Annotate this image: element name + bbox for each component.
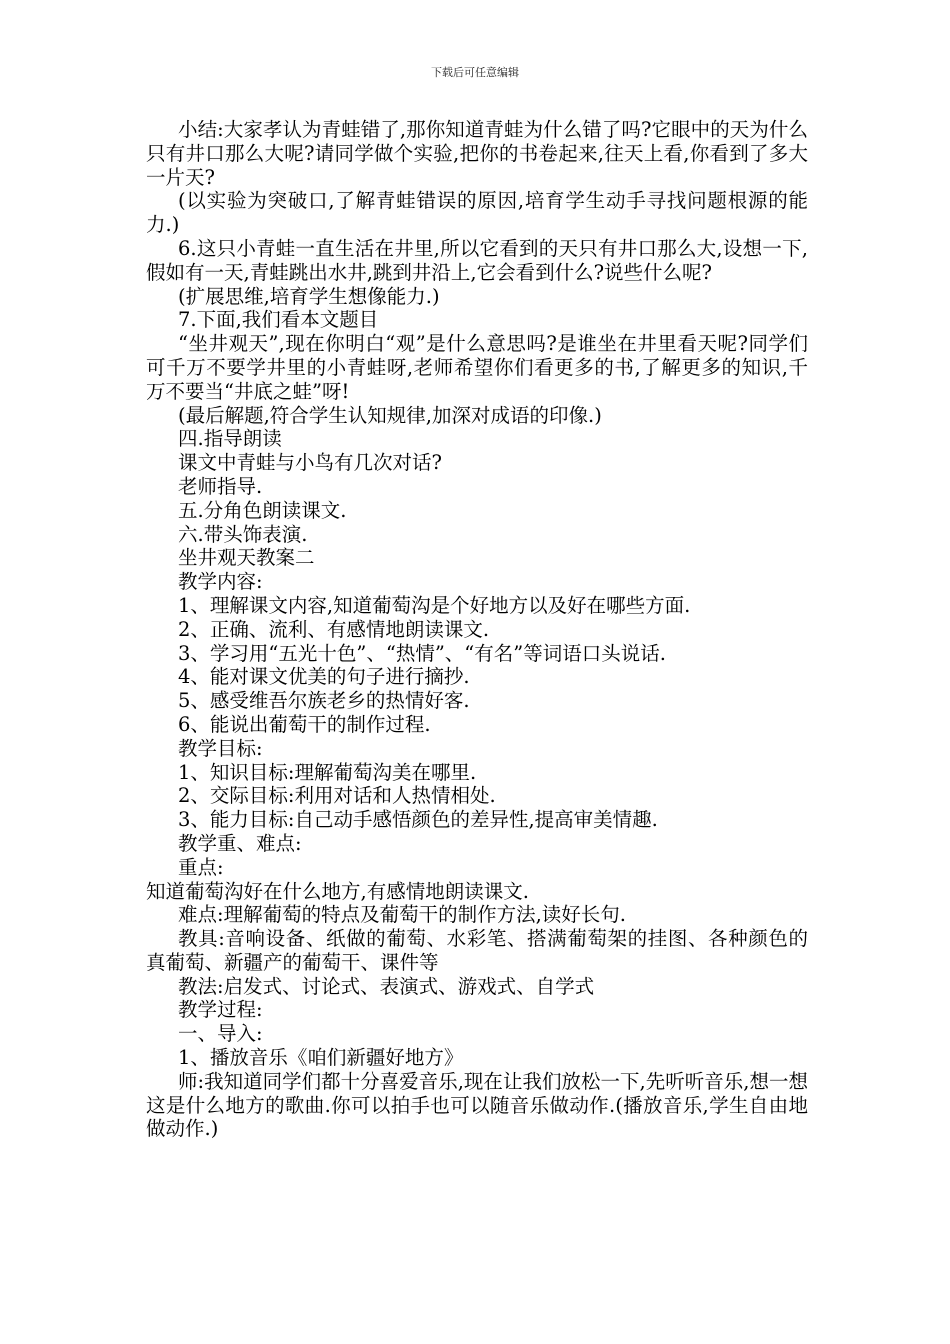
paragraph: 老师指导. — [178, 474, 263, 498]
list-item: 2、交际目标:利用对话和人热情相处. — [178, 784, 496, 808]
section-heading: 六.带头饰表演. — [178, 522, 308, 546]
paragraph: 知道葡萄沟好在什么地方,有感情地朗读课文. — [146, 879, 529, 903]
list-item: 2、正确、流利、有感情地朗读课文. — [178, 617, 490, 641]
section-heading: 五.分角色朗读课文. — [178, 498, 347, 522]
paragraph: 师:我知道同学们都十分喜爱音乐,现在让我们放松一下,先听听音乐,想一想这是什么地方的歌曲.你可以拍手也可以随音乐做动作.(播放音乐,学生自由地做动作.) — [146, 1069, 808, 1141]
section-heading: 教学目标: — [178, 736, 263, 760]
section-heading: 一、导入: — [178, 1022, 263, 1046]
list-item: 3、学习用“五光十色”、“热情”、“有名”等词语口头说话. — [178, 641, 666, 665]
paragraph: 6.这只小青蛙一直生活在井里,所以它看到的天只有井口那么大,设想一下,假如有一天,青蛙跳出水井,跳到井沿上,它会看到什么?说些什么呢? — [146, 236, 808, 284]
document-body — [146, 118, 808, 1141]
section-heading: 重点: — [178, 855, 224, 879]
section-heading: 教学过程: — [178, 998, 263, 1022]
list-item: 1、理解课文内容,知道葡萄沟是个好地方以及好在哪些方面. — [178, 593, 691, 617]
section-heading: 教学内容: — [178, 570, 263, 594]
paragraph: (最后解题,符合学生认知规律,加深对成语的印像.) — [178, 403, 602, 427]
page-header: 下载后可任意编辑 — [431, 66, 519, 79]
document-subtitle: 坐井观天教案二 — [178, 546, 315, 570]
paragraph: 1、播放音乐《咱们新疆好地方》 — [178, 1046, 464, 1070]
paragraph: “坐井观天”,现在你明白“观”是什么意思吗?是谁坐在井里看天呢?同学们可千万不要学井里的小青蛙呀,老师希望你们看更多的书,了解更多的知识,千万不要当“井底之蛙”呀! — [146, 332, 808, 403]
paragraph: 教具:音响设备、纸做的葡萄、水彩笔、搭满葡萄架的挂图、各种颜色的真葡萄、新疆产的葡萄干、课件等 — [146, 927, 808, 974]
section-heading: 四.指导朗读 — [178, 427, 282, 451]
paragraph: 课文中青蛙与小鸟有几次对话? — [178, 451, 442, 475]
section-heading: 教学重、难点: — [178, 831, 302, 855]
paragraph: (扩展思维,培育学生想像能力.) — [178, 284, 440, 308]
paragraph: 教法:启发式、讨论式、表演式、游戏式、自学式 — [178, 974, 595, 998]
paragraph: 小结:大家孝认为青蛙错了,那你知道青蛙为什么错了吗?它眼中的天为什么只有井口那么大呢?请同学做个实验,把你的书卷起来,往天上看,你看到了多大一片天? — [146, 118, 808, 189]
paragraph: (以实验为突破口,了解青蛙错误的原因,培育学生动手寻找问题根源的能力.) — [146, 189, 808, 237]
paragraph: 7.下面,我们看本文题目 — [178, 308, 379, 332]
list-item: 5、感受维吾尔族老乡的热情好客. — [178, 689, 470, 713]
list-item: 4、能对课文优美的句子进行摘抄. — [178, 665, 470, 689]
paragraph: 难点:理解葡萄的特点及葡萄干的制作方法,读好长句. — [178, 903, 626, 927]
list-item: 1、知识目标:理解葡萄沟美在哪里. — [178, 760, 477, 784]
list-item: 3、能力目标:自己动手感悟颜色的差异性,提高审美情趣. — [178, 808, 658, 832]
list-item: 6、能说出葡萄干的制作过程. — [178, 712, 431, 736]
